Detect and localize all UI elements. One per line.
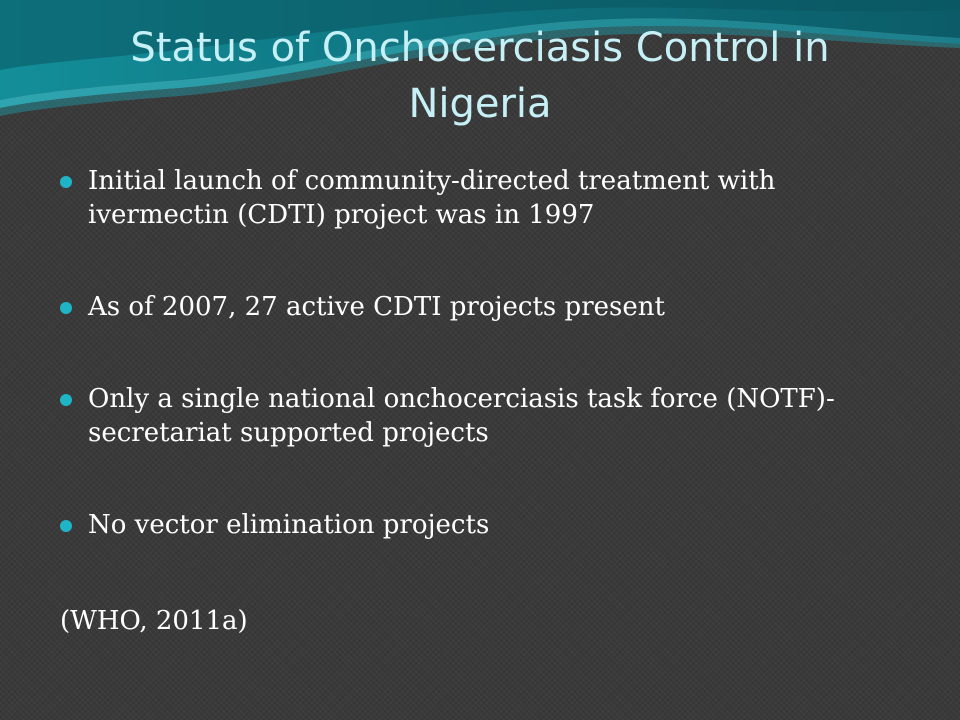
citation: (WHO, 2011a) <box>60 606 248 636</box>
bullet-item <box>60 508 920 542</box>
bullet-text: Initial launch of community-directed treatment with ivermectin (CDTI) project was in 1997 <box>88 166 776 230</box>
bullet-text: As of 2007, 27 active CDTI projects present <box>88 292 665 322</box>
bullet-dot-icon <box>60 176 72 188</box>
bullet-item <box>60 290 920 324</box>
bullet-dot-icon <box>60 302 72 314</box>
bullet-text: No vector elimination projects <box>88 510 490 540</box>
bullet-dot-icon <box>60 520 72 532</box>
bullet-text: Only a single national onchocerciasis task force (NOTF)-secretariat supported projects <box>88 384 835 448</box>
bullet-dot-icon <box>60 394 72 406</box>
bullet-list <box>60 164 920 542</box>
bullet-item <box>60 382 920 450</box>
bullet-item <box>60 164 920 232</box>
slide-title: Status of Onchocerciasis Control in Nigeria <box>130 25 830 127</box>
